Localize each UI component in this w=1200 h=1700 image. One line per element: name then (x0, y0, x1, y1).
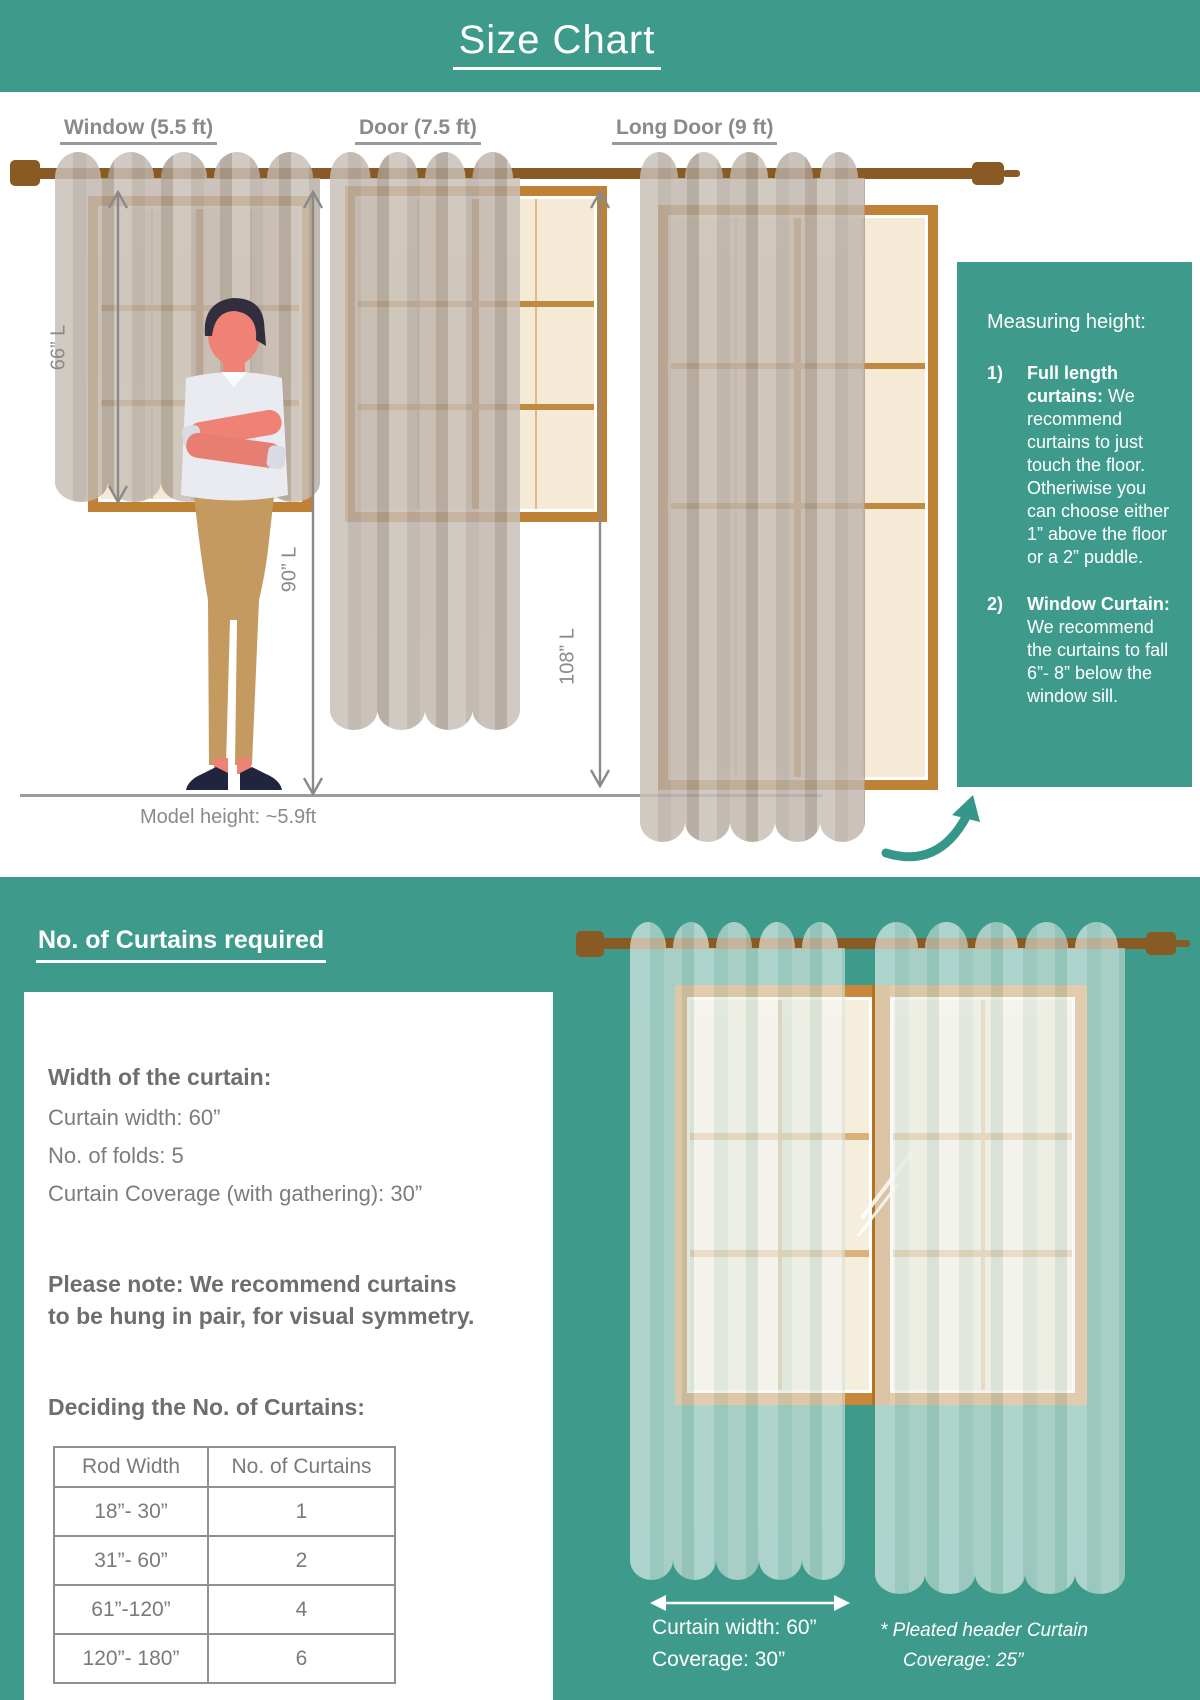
rod2-end-cap-left (576, 931, 604, 957)
measure-arrow-66-icon (106, 190, 130, 509)
curtain-width-line: Curtain width: 60” (48, 1105, 221, 1130)
rod-finial-right (972, 162, 1004, 185)
table-row: 31”- 60” 2 (54, 1536, 395, 1585)
curtain-90in (330, 152, 520, 735)
curtain-coverage-line: Curtain Coverage (with gathering): 30” (48, 1181, 423, 1206)
rod2-finial-right (1146, 932, 1176, 955)
col-header-rod-width: Rod Width (54, 1447, 208, 1487)
curved-arrow-icon (878, 793, 994, 870)
table-header-row (54, 1447, 395, 1487)
measuring-box-title: Measuring height: (987, 311, 1146, 333)
rod2-tip-right (1175, 940, 1190, 947)
model-height-label: Model height: ~5.9ft (140, 806, 317, 828)
table-row: 61”-120” 4 (54, 1585, 395, 1634)
measuring-height-box (957, 262, 1192, 787)
curtain-108in (640, 152, 865, 847)
pleated-caption-line2: Coverage: 25” (903, 1650, 1024, 1671)
curtain-info-box (24, 992, 553, 1700)
label-window: Window (5.5 ft) (60, 116, 217, 140)
col-header-no-curtains: No. of Curtains (208, 1447, 395, 1487)
man-figure (158, 290, 308, 805)
measuring-tip-1: 1) Full length curtains: We recommend curtains to just touch the floor. Otheriwise you can choose either 1” above the floor or a 2” puddle. (987, 362, 1170, 567)
rod-width-table (53, 1446, 396, 1684)
length-label-108: 108” L (556, 628, 579, 685)
rod-end-cap-left (10, 160, 40, 186)
table-row: 120”- 180” 6 (54, 1634, 395, 1683)
label-door: Door (7.5 ft) (355, 116, 481, 140)
pleated-caption-line1: * Pleated header Curtain (880, 1620, 1089, 1641)
curtain-width-caption: Curtain width: 60” Coverage: 30” (652, 1616, 817, 1671)
measuring-tip-2: 2) Window Curtain: We recommend the curtains to fall 6”- 8” below the window sill. (987, 593, 1170, 706)
deciding-title: Deciding the No. of Curtains: (48, 1394, 365, 1420)
paired-curtain-left (630, 922, 845, 1585)
section2-heading: No. of Curtains required (36, 926, 326, 963)
table-row: 18”- 30” 1 (54, 1487, 395, 1536)
rod-tip-right (1003, 170, 1020, 177)
length-label-90: 90” L (278, 546, 301, 593)
paired-curtain-right (875, 922, 1125, 1599)
measure-arrow-108-icon (588, 190, 612, 793)
width-of-curtain-title: Width of the curtain: (48, 1064, 272, 1090)
label-long-door: Long Door (9 ft) (612, 116, 777, 140)
pair-note: Please note: We recommend curtains to be hung in pair, for visual symmetry. (48, 1271, 475, 1330)
no-of-folds-line: No. of folds: 5 (48, 1143, 184, 1168)
length-label-66: 66” L (47, 324, 70, 371)
page-title: Size Chart (0, 18, 1114, 70)
